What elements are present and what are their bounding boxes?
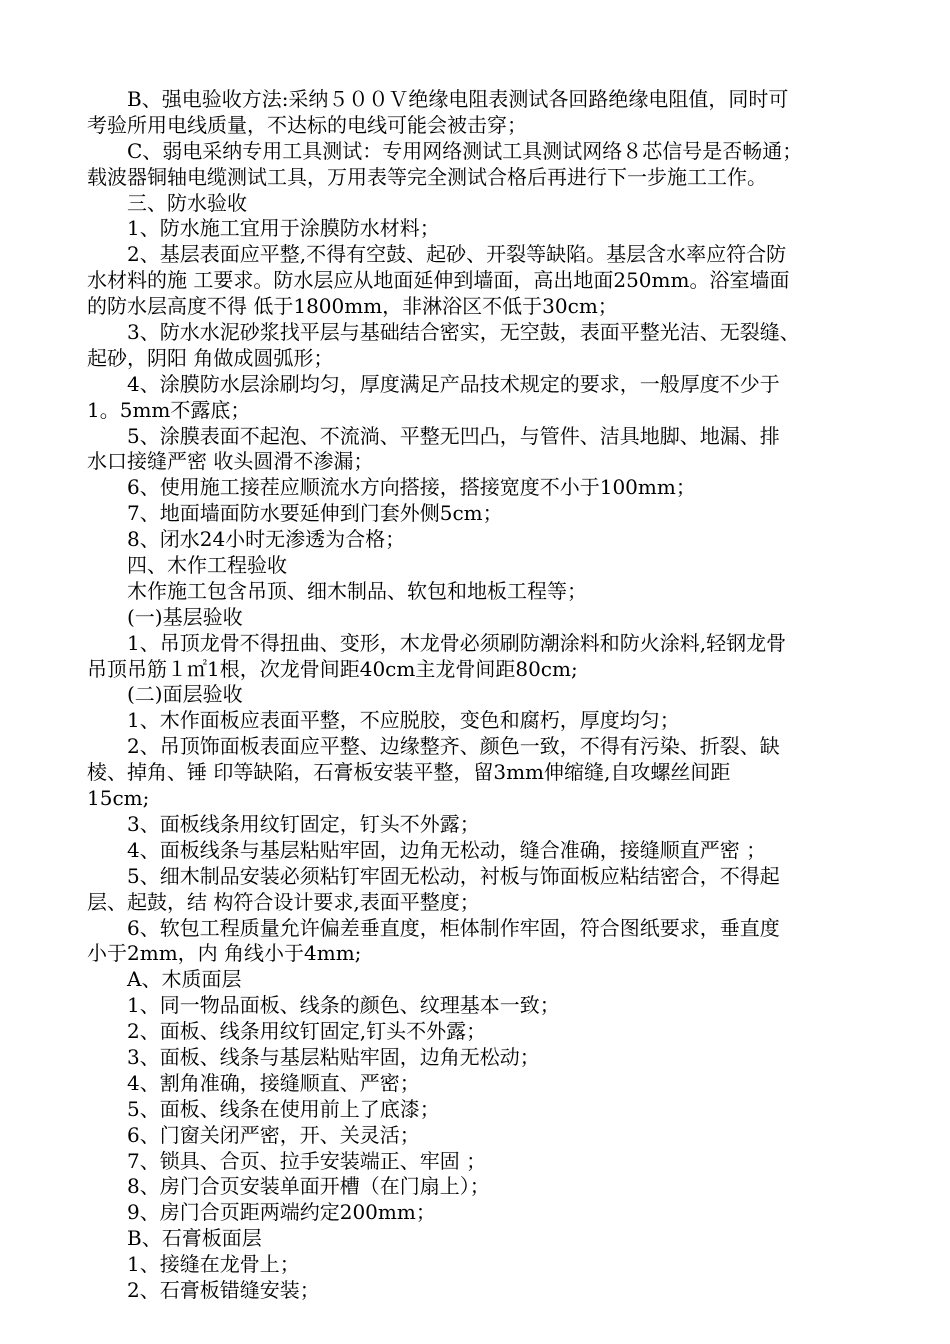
text-line: 棱、掉角、锤 印等缺陷，石膏板安装平整，留3mm伸缩缝,自攻螺丝间距	[87, 760, 731, 785]
text-line: 9、房门合页距两端约定200mm；	[127, 1200, 436, 1225]
text-line: 7、锁具、合页、拉手安装端正、牢固 ；	[127, 1148, 487, 1173]
text-line: (一)基层验收	[127, 604, 243, 629]
text-line: 5、涂膜表面不起泡、不流淌、平整无凹凸，与管件、洁具地脚、地漏、排	[127, 423, 780, 448]
text-line: 木作施工包含吊顶、细木制品、软包和地板工程等；	[127, 578, 587, 603]
text-line: 5、面板、线条在使用前上了底漆；	[127, 1096, 440, 1121]
text-line: 水材料的施 工要求。防水层应从地面延伸到墙面，高出地面250mm。浴室墙面	[87, 268, 790, 293]
text-line: 水口接缝严密 收头圆滑不渗漏；	[87, 449, 374, 474]
text-line: 4、割角准确，接缝顺直、严密；	[127, 1070, 420, 1095]
text-line: 1、接缝在龙骨上；	[127, 1252, 300, 1277]
text-line: 6、使用施工接茬应顺流水方向搭接，搭接宽度不小于100mm；	[127, 475, 696, 500]
text-line: B、石膏板面层	[127, 1226, 262, 1251]
text-line: 4、面板线条与基层粘贴牢固，边角无松动，缝合准确，接缝顺直严密 ；	[127, 837, 767, 862]
text-line: 5、细木制品安装必须粘钉牢固无松动，衬板与饰面板应粘结密合，不得起	[127, 863, 780, 888]
text-line: 4、涂膜防水层涂刷均匀，厚度满足产品技术规定的要求，一般厚度不少于	[127, 371, 780, 396]
text-line: C、弱电采纳专用工具测试：专用网络测试工具测试网络８芯信号是否畅通；	[127, 138, 803, 163]
text-line: 吊顶吊筋１㎡1根，次龙骨间距40cm主龙骨间距80cm;	[87, 656, 578, 681]
text-line: B、强电验收方法:采纳５００Ｖ绝缘电阻表测试各回路绝缘电阻值，同时可	[127, 87, 789, 111]
text-line: 3、防水水泥砂浆找平层与基础结合密实，无空鼓，表面平整光洁、无裂缝、	[127, 320, 800, 345]
text-line: 3、面板线条用纹钉固定，钉头不外露；	[127, 811, 480, 836]
text-line: 1、防水施工宜用于涂膜防水材料；	[127, 216, 440, 241]
text-line: 三、防水验收	[127, 190, 247, 215]
text-line: 四、木作工程验收	[127, 553, 287, 578]
text-line: 15cm;	[87, 786, 150, 811]
text-line: 1、木作面板应表面平整，不应脱胶，变色和腐朽，厚度均匀；	[127, 708, 680, 733]
text-line: 3、面板、线条与基层粘贴牢固，边角无松动；	[127, 1044, 540, 1069]
text-line: 1。5mm不露底；	[87, 397, 251, 422]
text-line: 6、门窗关闭严密，开、关灵活；	[127, 1122, 420, 1147]
text-line: 起砂，阴阳 角做成圆弧形；	[87, 345, 334, 370]
text-line: A、木质面层	[127, 967, 242, 992]
text-line: 2、基层表面应平整,不得有空鼓、起砂、开裂等缺陷。基层含水率应符合防	[127, 242, 787, 267]
text-line: 1、吊顶龙骨不得扭曲、变形，木龙骨必须刷防潮涂料和防火涂料,轻钢龙骨	[127, 630, 787, 655]
text-line: 2、吊顶饰面板表面应平整、边缘整齐、颜色一致，不得有污染、折裂、缺	[127, 734, 780, 759]
text-line: 8、闭水24小时无渗透为合格；	[127, 527, 406, 552]
text-line: 层、起鼓，结 构符合设计要求,表面平整度；	[87, 889, 480, 914]
text-line: 2、面板、线条用纹钉固定,钉头不外露；	[127, 1019, 487, 1044]
document-page	[87, 87, 863, 1304]
text-line: 小于2mm，内 角线小于4mm;	[87, 941, 362, 966]
text-line: 考验所用电线质量，不达标的电线可能会被击穿；	[87, 112, 527, 137]
text-line: 7、地面墙面防水要延伸到门套外侧5cm；	[127, 501, 503, 526]
text-line: 2、石膏板错缝安装；	[127, 1277, 320, 1302]
text-line: 载波器铜轴电缆测试工具，万用表等完全测试合格后再进行下一步施工工作。	[87, 164, 767, 189]
text-line: 8、房门合页安装单面开槽（在门扇上）；	[127, 1174, 490, 1199]
text-line: 6、软包工程质量允许偏差垂直度，柜体制作牢固，符合图纸要求，垂直度	[127, 915, 780, 940]
text-line: 的防水层高度不得 低于1800mm，非淋浴区不低于30cm；	[87, 294, 618, 319]
text-line: (二)面层验收	[127, 682, 243, 707]
text-line: 1、同一物品面板、线条的颜色、纹理基本一致；	[127, 993, 560, 1018]
